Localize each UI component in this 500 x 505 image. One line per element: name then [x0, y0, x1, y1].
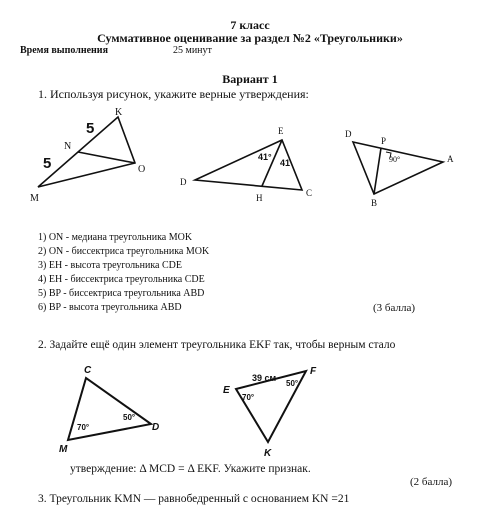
option-1: 1) ON - медиана треугольника MOK: [38, 232, 193, 243]
option-4: 4) EH - биссектриса треугольника CDE: [38, 274, 205, 285]
page-title: Суммативное оценивание за раздел №2 «Треугольники»: [97, 31, 403, 45]
vertex-o: O: [138, 164, 146, 175]
task2-points: (2 балла): [410, 476, 453, 488]
side-mark-top: 5: [86, 120, 95, 137]
vertex-m3: M: [59, 444, 68, 455]
angle-label-right: 41: [280, 158, 291, 168]
option-6: 6) BP - высота треугольника ABD: [38, 302, 182, 313]
task3-partial: 3. Треугольник KMN — равнобедренный с основанием KN =21: [38, 493, 350, 505]
option-5: 5) BP - биссектриса треугольника ABD: [38, 288, 205, 299]
right-angle-label: 90°: [389, 155, 401, 164]
angle-f-label: 50°: [286, 379, 299, 388]
option-3: 3) EH - высота треугольника CDE: [38, 260, 182, 271]
time-label: Время выполнения: [20, 45, 108, 56]
vertex-c: C: [306, 188, 313, 198]
grade-heading: 7 класс: [230, 18, 270, 32]
time-value: 25 минут: [173, 45, 212, 56]
side-mark-bottom: 5: [43, 155, 52, 172]
task1-prompt: 1. Используя рисунок, укажите верные утверждения:: [38, 87, 309, 101]
vertex-e: E: [278, 126, 284, 136]
vertex-n: N: [64, 141, 72, 152]
vertex-k: K: [115, 107, 123, 118]
vertex-h: H: [256, 193, 263, 203]
vertex-m: M: [30, 193, 39, 204]
angle-e-label: 70°: [242, 393, 255, 402]
angle-label-left: 41°: [258, 152, 272, 162]
vertex-d3: D: [152, 422, 160, 433]
vertex-e4: E: [223, 385, 230, 396]
vertex-f4: F: [310, 366, 317, 377]
angle-d-label: 50°: [123, 413, 136, 422]
task2-statement: утверждение: Δ MCD = Δ EKF. Укажите признак.: [70, 463, 311, 475]
vertex-d2: D: [345, 129, 352, 139]
option-2: 2) ON - биссектриса треугольника MOK: [38, 246, 210, 257]
vertex-p: P: [381, 136, 387, 146]
side-length-label: 39 см: [252, 373, 277, 383]
vertex-c3: C: [84, 365, 92, 376]
vertex-k4: K: [264, 448, 272, 459]
task1-points: (3 балла): [373, 302, 416, 314]
task2-prompt: 2. Задайте ещё один элемент треугольника EKF так, чтобы верным стало: [38, 339, 396, 351]
angle-m-label: 70°: [77, 423, 90, 432]
vertex-d: D: [180, 177, 187, 187]
vertex-b: B: [371, 198, 378, 208]
variant-heading: Вариант 1: [222, 72, 278, 86]
vertex-a: A: [447, 154, 454, 164]
